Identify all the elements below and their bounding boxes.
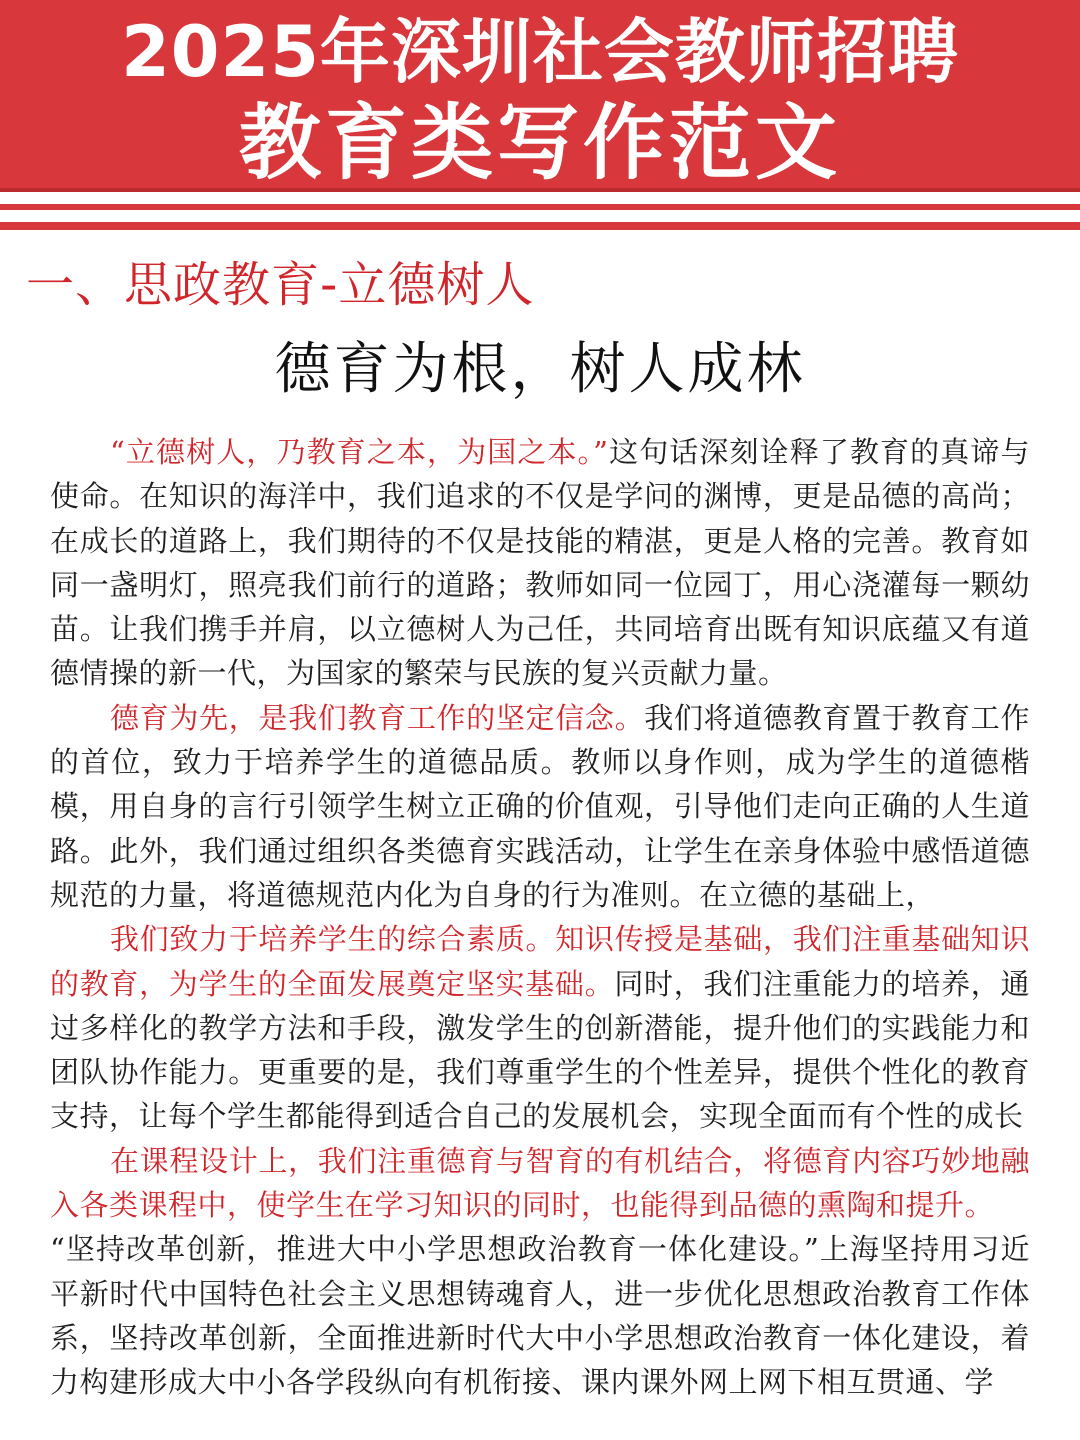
paragraph-4-highlight: 在课程设计上，我们注重德育与智育的有机结合，将德育内容巧妙地融入各类课程中，使学生在学习知识的同时，也能得到品德的熏陶和提升。 xyxy=(50,1143,1030,1223)
paragraph-3-text: 同时，我们注重能力的培养，通过多样化的教学方法和手段，激发学生的创新潜能，提升他们的实践能力和团队协作能力。更重要的是，我们尊重学生的个性差异，提供个性化的教育支持，让每个学生都能得到适合自己的发展机会，实现全面而有个性的成长 xyxy=(50,966,1030,1134)
divider-stripe-thin xyxy=(0,204,1080,210)
title-banner xyxy=(0,0,1080,192)
paragraph-5-text: “坚持改革创新，推进大中小学思想政治教育一体化建设。”上海坚持用习近平新时代中国特色社会主义思想铸魂育人，进一步优化思想政治教育工作体系，坚持改革创新，全面推进新时代大中小学思想政治教育一体化建设，着力构建形成大中小各学段纵向有机衔接、课内课外网上网下相互贯通、学 xyxy=(50,1232,1030,1400)
divider-stripe-thick xyxy=(0,222,1080,230)
paragraph-2-highlight: 德育为先，是我们教育工作的坚定信念。 xyxy=(110,700,645,735)
paragraph-1 xyxy=(50,430,1030,696)
paragraph-3-highlight: 我们致力于培养学生的综合素质。知识传授是基础，我们注重基础知识的教育，为学生的全面发展奠定坚实基础。 xyxy=(50,922,1030,1001)
paragraph-4 xyxy=(50,1139,1030,1228)
banner-title-line-2: 教育类写作范文 xyxy=(238,96,841,191)
banner-title-line-1: 2025年深圳社会教师招聘 xyxy=(121,11,959,93)
section-heading: 一、思政教育-立德树人 xyxy=(26,257,535,313)
paragraph-5 xyxy=(50,1227,1030,1404)
paragraph-3 xyxy=(50,917,1030,1138)
paragraph-2 xyxy=(50,696,1030,917)
article-body xyxy=(50,430,1030,1405)
paragraph-2-text: 我们将道德教育置于教育工作的首位，致力于培养学生的道德品质。教师以身作则，成为学生的道德楷模，用自身的言行引领学生树立正确的价值观，引导他们走向正确的人生道路。此外，我们通过组织各类德育实践活动，让学生在亲身体验中感悟道德规范的力量，将道德规范内化为自身的行为准则。在立德的基础上， xyxy=(50,700,1030,912)
paragraph-1-highlight: “立德树人，乃教育之本，为国之本。” xyxy=(110,435,609,469)
paragraph-1-text: 这句话深刻诠释了教育的真谛与使命。在知识的海洋中，我们追求的不仅是学问的渊博，更是品德的高尚；在成长的道路上，我们期待的不仅是技能的精湛，更是人格的完善。教育如同一盏明灯，照亮我们前行的道路；教师如同一位园丁，用心浇灌每一颗幼苗。让我们携手并肩，以立德树人为己任，共同培育出既有知识底蕴又有道德情操的新一代，为国家的繁荣与民族的复兴贡献力量。 xyxy=(50,435,1030,691)
article-title: 德育为根，树人成林 xyxy=(274,337,806,402)
